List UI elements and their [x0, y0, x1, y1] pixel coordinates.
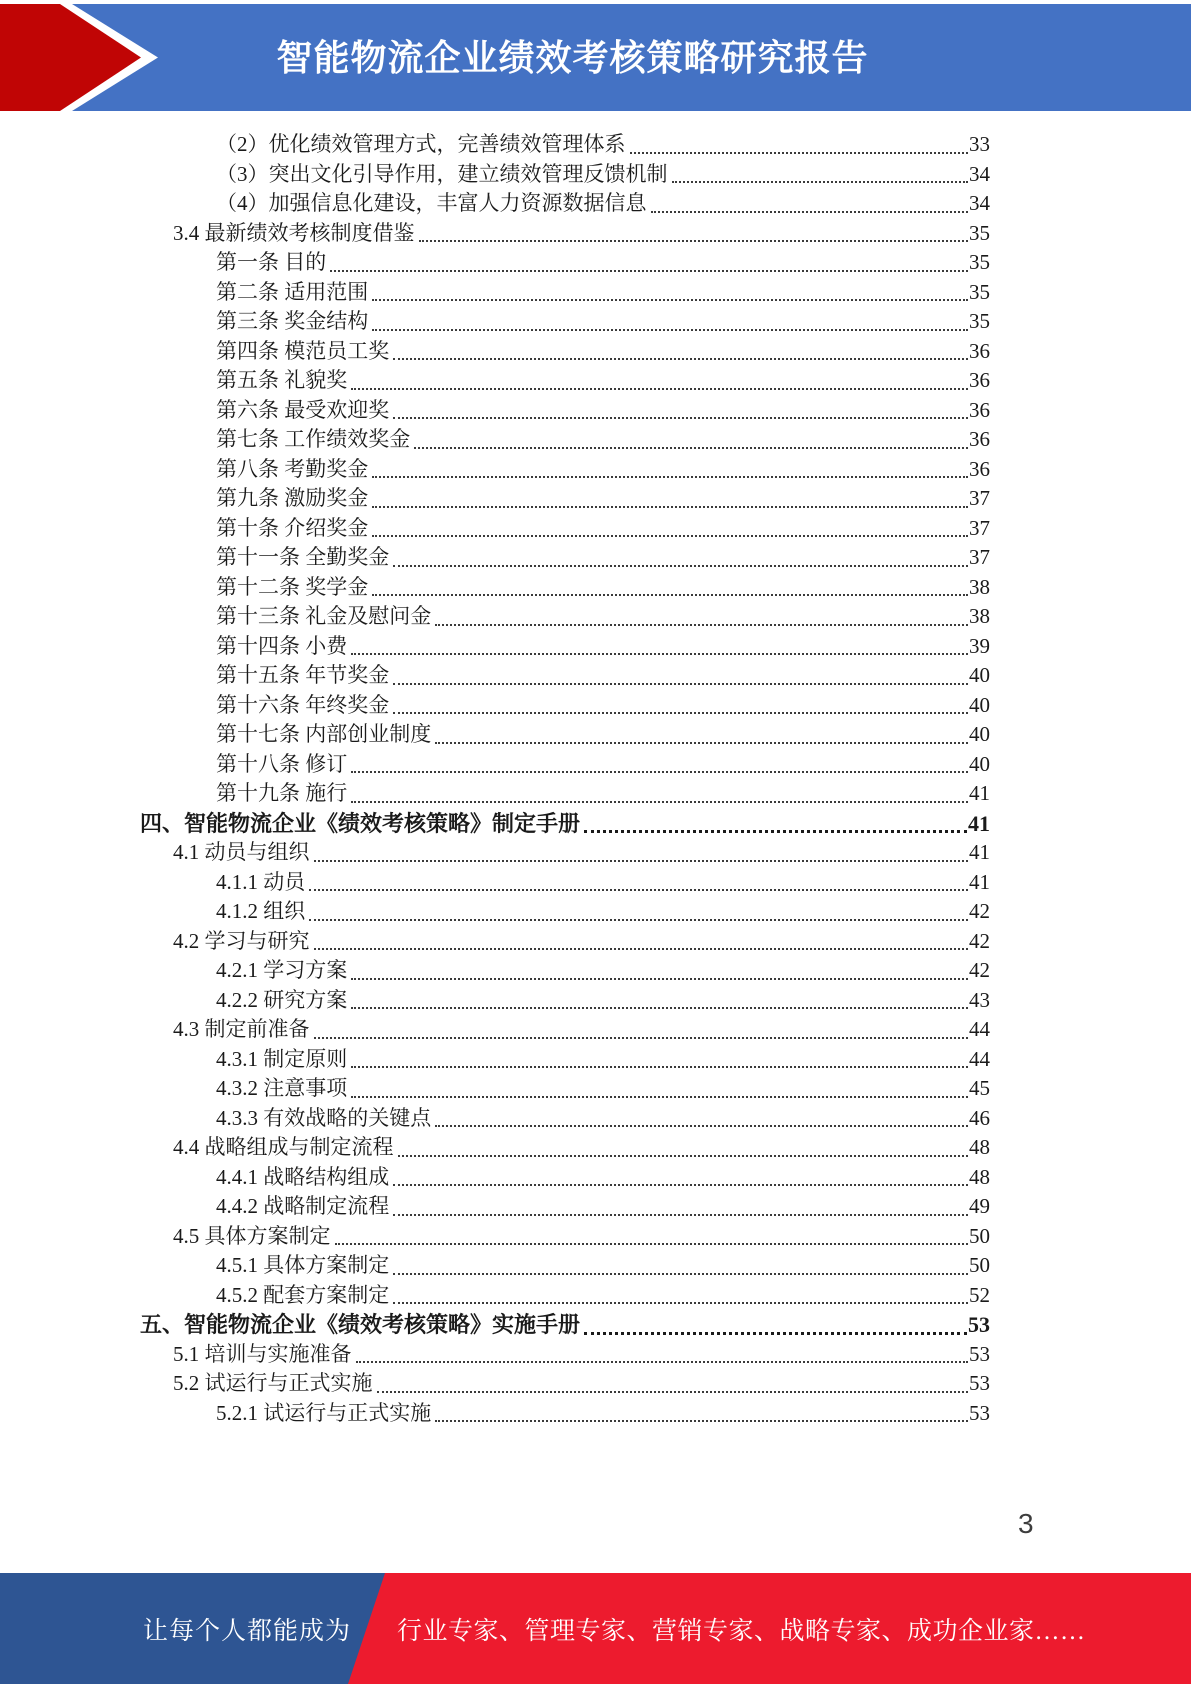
toc-dot-leader [584, 830, 967, 833]
toc-entry-page-number: 35 [969, 250, 990, 274]
toc-dot-leader [351, 978, 968, 980]
toc-entry-label: （3）突出文化引导作用，建立绩效管理反馈机制 [216, 161, 668, 186]
toc-entry [140, 1074, 990, 1104]
toc-entry [140, 956, 990, 986]
toc-dot-leader [351, 1007, 968, 1009]
toc-entry-label: 第十六条 年终奖金 [216, 692, 390, 717]
toc-entry [140, 219, 990, 249]
toc-dot-leader [393, 1214, 968, 1216]
toc-entry-page-number: 38 [969, 574, 990, 599]
toc-entry-page-number: 33 [969, 132, 990, 156]
toc-entry-label: 第四条 模范员工奖 [216, 338, 390, 363]
toc-entry-page-number: 34 [969, 161, 990, 186]
toc-entry [140, 484, 990, 514]
toc-dot-leader [372, 594, 968, 596]
toc-dot-leader [314, 1037, 969, 1039]
toc-dot-leader [335, 1243, 969, 1245]
toc-entry-label: 第十二条 奖学金 [216, 574, 369, 599]
toc-entry-label: 4.1.1 动员 [216, 869, 306, 894]
toc-entry [140, 130, 990, 160]
toc-entry-page-number: 49 [969, 1194, 990, 1218]
page-title: 智能物流企业绩效考核策略研究报告 [276, 37, 869, 78]
page-number: 3 [1018, 1508, 1034, 1539]
toc-entry-label: （4）加强信息化建设，丰富人力资源数据信息 [216, 191, 647, 215]
toc-entry [140, 514, 990, 544]
footer-slogan-left: 让每个人都能成为 [143, 1617, 352, 1645]
toc-dot-leader [372, 299, 968, 301]
toc-entry-page-number: 50 [969, 1223, 990, 1248]
toc-entry-label: 4.1 动员与组织 [173, 840, 310, 864]
toc-entry-page-number: 40 [969, 751, 990, 776]
toc-entry-label: 4.3 制定前准备 [173, 1017, 310, 1041]
toc-dot-leader [414, 447, 968, 449]
toc-entry-label: 第十九条 施行 [216, 781, 348, 805]
toc-entry-label: 4.2.2 研究方案 [216, 987, 348, 1012]
toc-entry-page-number: 53 [969, 1371, 990, 1395]
toc-entry [140, 278, 990, 308]
toc-dot-leader [393, 1273, 968, 1275]
toc-entry-label: 第三条 奖金结构 [216, 309, 369, 333]
toc-dot-leader [584, 1332, 967, 1335]
toc-dot-leader [314, 948, 969, 950]
toc-entry-page-number: 35 [969, 220, 990, 245]
toc-entry-label: 4.5.2 配套方案制定 [216, 1282, 390, 1307]
toc-entry-label: 4.4.1 战略结构组成 [216, 1164, 390, 1189]
toc-entry [140, 838, 990, 868]
footer-band [0, 1573, 1191, 1684]
toc-entry-label: 4.2 学习与研究 [173, 928, 310, 953]
toc-entry [140, 455, 990, 485]
table-of-contents [140, 130, 990, 1428]
toc-entry-page-number: 50 [969, 1253, 990, 1277]
toc-dot-leader [393, 1184, 968, 1186]
toc-dot-leader [393, 1302, 968, 1304]
toc-entry-page-number: 41 [969, 840, 990, 864]
toc-entry-page-number: 53 [968, 1312, 990, 1337]
toc-entry-page-number: 41 [968, 810, 990, 836]
toc-dot-leader [435, 624, 968, 626]
toc-entry-label: 第六条 最受欢迎奖 [216, 397, 390, 422]
toc-dot-leader [309, 919, 968, 921]
toc-entry [140, 691, 990, 721]
toc-entry-page-number: 44 [969, 1046, 990, 1071]
toc-entry-label: （2）优化绩效管理方式，完善绩效管理体系 [216, 132, 626, 156]
toc-entry [140, 1399, 990, 1429]
toc-entry-label: 第五条 礼貌奖 [216, 368, 348, 392]
toc-dot-leader [435, 742, 968, 744]
toc-entry [140, 1251, 990, 1281]
toc-entry [140, 337, 990, 367]
toc-dot-leader [351, 388, 968, 390]
toc-entry-label: 4.5 具体方案制定 [173, 1223, 331, 1248]
toc-dot-leader [393, 358, 968, 360]
toc-entry [140, 868, 990, 898]
toc-entry-page-number: 36 [969, 338, 990, 363]
toc-entry-page-number: 36 [969, 427, 990, 451]
toc-dot-leader [330, 270, 968, 272]
toc-entry-page-number: 40 [969, 663, 990, 687]
toc-entry-label: 四、智能物流企业《绩效考核策略》制定手册 [140, 810, 581, 836]
toc-entry [140, 189, 990, 219]
toc-entry-label: 第十五条 年节奖金 [216, 663, 390, 687]
toc-entry-label: 3.4 最新绩效考核制度借鉴 [173, 220, 415, 245]
toc-entry-page-number: 37 [969, 545, 990, 569]
toc-entry-label: 五、智能物流企业《绩效考核策略》实施手册 [140, 1312, 581, 1337]
toc-entry-label: 第十四条 小费 [216, 633, 348, 658]
toc-dot-leader [309, 889, 968, 891]
toc-entry [140, 1045, 990, 1075]
toc-entry-page-number: 39 [969, 633, 990, 658]
toc-entry-label: 4.3.1 制定原则 [216, 1046, 348, 1071]
toc-entry [140, 366, 990, 396]
toc-dot-leader [351, 1066, 968, 1068]
toc-entry-label: 第十三条 礼金及慰问金 [216, 604, 432, 628]
toc-entry-label: 第一条 目的 [216, 250, 327, 274]
toc-entry-page-number: 53 [969, 1341, 990, 1366]
toc-entry-page-number: 42 [969, 958, 990, 982]
toc-entry-label: 第二条 适用范围 [216, 279, 369, 304]
toc-entry [140, 396, 990, 426]
toc-entry-page-number: 53 [969, 1400, 990, 1425]
toc-entry [140, 307, 990, 337]
toc-entry-page-number: 34 [969, 191, 990, 215]
toc-entry-label: 4.3.3 有效战略的关键点 [216, 1105, 432, 1130]
toc-entry-page-number: 35 [969, 309, 990, 333]
toc-entry [140, 1281, 990, 1311]
header-band [0, 4, 1191, 111]
toc-entry-page-number: 38 [969, 604, 990, 628]
toc-entry-page-number: 43 [969, 987, 990, 1012]
toc-entry [140, 779, 990, 809]
toc-dot-leader [351, 653, 968, 655]
toc-dot-leader [651, 211, 969, 213]
toc-dot-leader [351, 771, 968, 773]
toc-entry [140, 661, 990, 691]
toc-entry [140, 1015, 990, 1045]
toc-dot-leader [419, 240, 969, 242]
toc-entry [140, 160, 990, 190]
toc-entry-page-number: 42 [969, 899, 990, 923]
toc-entry [140, 897, 990, 927]
toc-entry-page-number: 40 [969, 722, 990, 746]
toc-entry-page-number: 36 [969, 368, 990, 392]
toc-dot-leader [372, 506, 968, 508]
toc-entry [140, 1104, 990, 1134]
toc-entry [140, 1310, 990, 1340]
toc-dot-leader [372, 476, 968, 478]
toc-dot-leader [314, 860, 969, 862]
toc-dot-leader [351, 801, 968, 803]
toc-entry-label: 第九条 激励奖金 [216, 486, 369, 510]
toc-entry-page-number: 48 [969, 1135, 990, 1159]
toc-entry-page-number: 37 [969, 486, 990, 510]
toc-entry-label: 第十八条 修订 [216, 751, 348, 776]
toc-entry [140, 543, 990, 573]
toc-entry [140, 1192, 990, 1222]
toc-entry-page-number: 42 [969, 928, 990, 953]
toc-dot-leader [393, 417, 968, 419]
toc-entry-label: 第七条 工作绩效奖金 [216, 427, 411, 451]
toc-entry-label: 第十一条 全勤奖金 [216, 545, 390, 569]
toc-entry-label: 5.1 培训与实施准备 [173, 1341, 352, 1366]
toc-entry [140, 602, 990, 632]
toc-dot-leader [372, 329, 968, 331]
toc-entry [140, 750, 990, 780]
toc-entry [140, 1222, 990, 1252]
toc-entry [140, 573, 990, 603]
toc-entry-label: 5.2 试运行与正式实施 [173, 1371, 373, 1395]
toc-entry-page-number: 41 [969, 869, 990, 894]
toc-entry [140, 720, 990, 750]
toc-entry-label: 4.1.2 组织 [216, 899, 306, 923]
toc-entry [140, 927, 990, 957]
toc-entry-page-number: 41 [969, 781, 990, 805]
toc-entry [140, 1340, 990, 1370]
toc-dot-leader [351, 1096, 968, 1098]
toc-entry-label: 4.4 战略组成与制定流程 [173, 1135, 394, 1159]
toc-dot-leader [398, 1155, 969, 1157]
toc-entry [140, 1163, 990, 1193]
toc-dot-leader [630, 152, 969, 154]
toc-entry-page-number: 36 [969, 397, 990, 422]
toc-entry [140, 1369, 990, 1399]
toc-dot-leader [377, 1391, 969, 1393]
toc-entry-label: 5.2.1 试运行与正式实施 [216, 1400, 432, 1425]
toc-dot-leader [393, 683, 968, 685]
toc-entry-label: 第八条 考勤奖金 [216, 456, 369, 481]
toc-entry-page-number: 40 [969, 692, 990, 717]
toc-dot-leader [356, 1361, 969, 1363]
toc-entry-label: 第十七条 内部创业制度 [216, 722, 432, 746]
toc-entry-page-number: 52 [969, 1282, 990, 1307]
toc-entry [140, 248, 990, 278]
toc-entry-page-number: 36 [969, 456, 990, 481]
toc-dot-leader [393, 565, 968, 567]
toc-dot-leader [372, 535, 968, 537]
toc-entry [140, 632, 990, 662]
toc-dot-leader [393, 712, 968, 714]
toc-entry-page-number: 37 [969, 515, 990, 540]
toc-entry-label: 4.3.2 注意事项 [216, 1076, 348, 1100]
toc-entry [140, 809, 990, 839]
toc-entry-label: 第十条 介绍奖金 [216, 515, 369, 540]
toc-entry-page-number: 35 [969, 279, 990, 304]
toc-entry-label: 4.5.1 具体方案制定 [216, 1253, 390, 1277]
footer-slogan-right: 行业专家、管理专家、营销专家、战略专家、成功企业家…… [397, 1617, 1086, 1645]
toc-entry-label: 4.4.2 战略制定流程 [216, 1194, 390, 1218]
toc-dot-leader [672, 181, 969, 183]
toc-entry-page-number: 46 [969, 1105, 990, 1130]
toc-dot-leader [435, 1420, 968, 1422]
toc-entry [140, 425, 990, 455]
toc-entry-page-number: 48 [969, 1164, 990, 1189]
toc-entry-page-number: 45 [969, 1076, 990, 1100]
toc-entry [140, 1133, 990, 1163]
toc-entry [140, 986, 990, 1016]
toc-entry-label: 4.2.1 学习方案 [216, 958, 348, 982]
toc-dot-leader [435, 1125, 968, 1127]
toc-entry-page-number: 44 [969, 1017, 990, 1041]
